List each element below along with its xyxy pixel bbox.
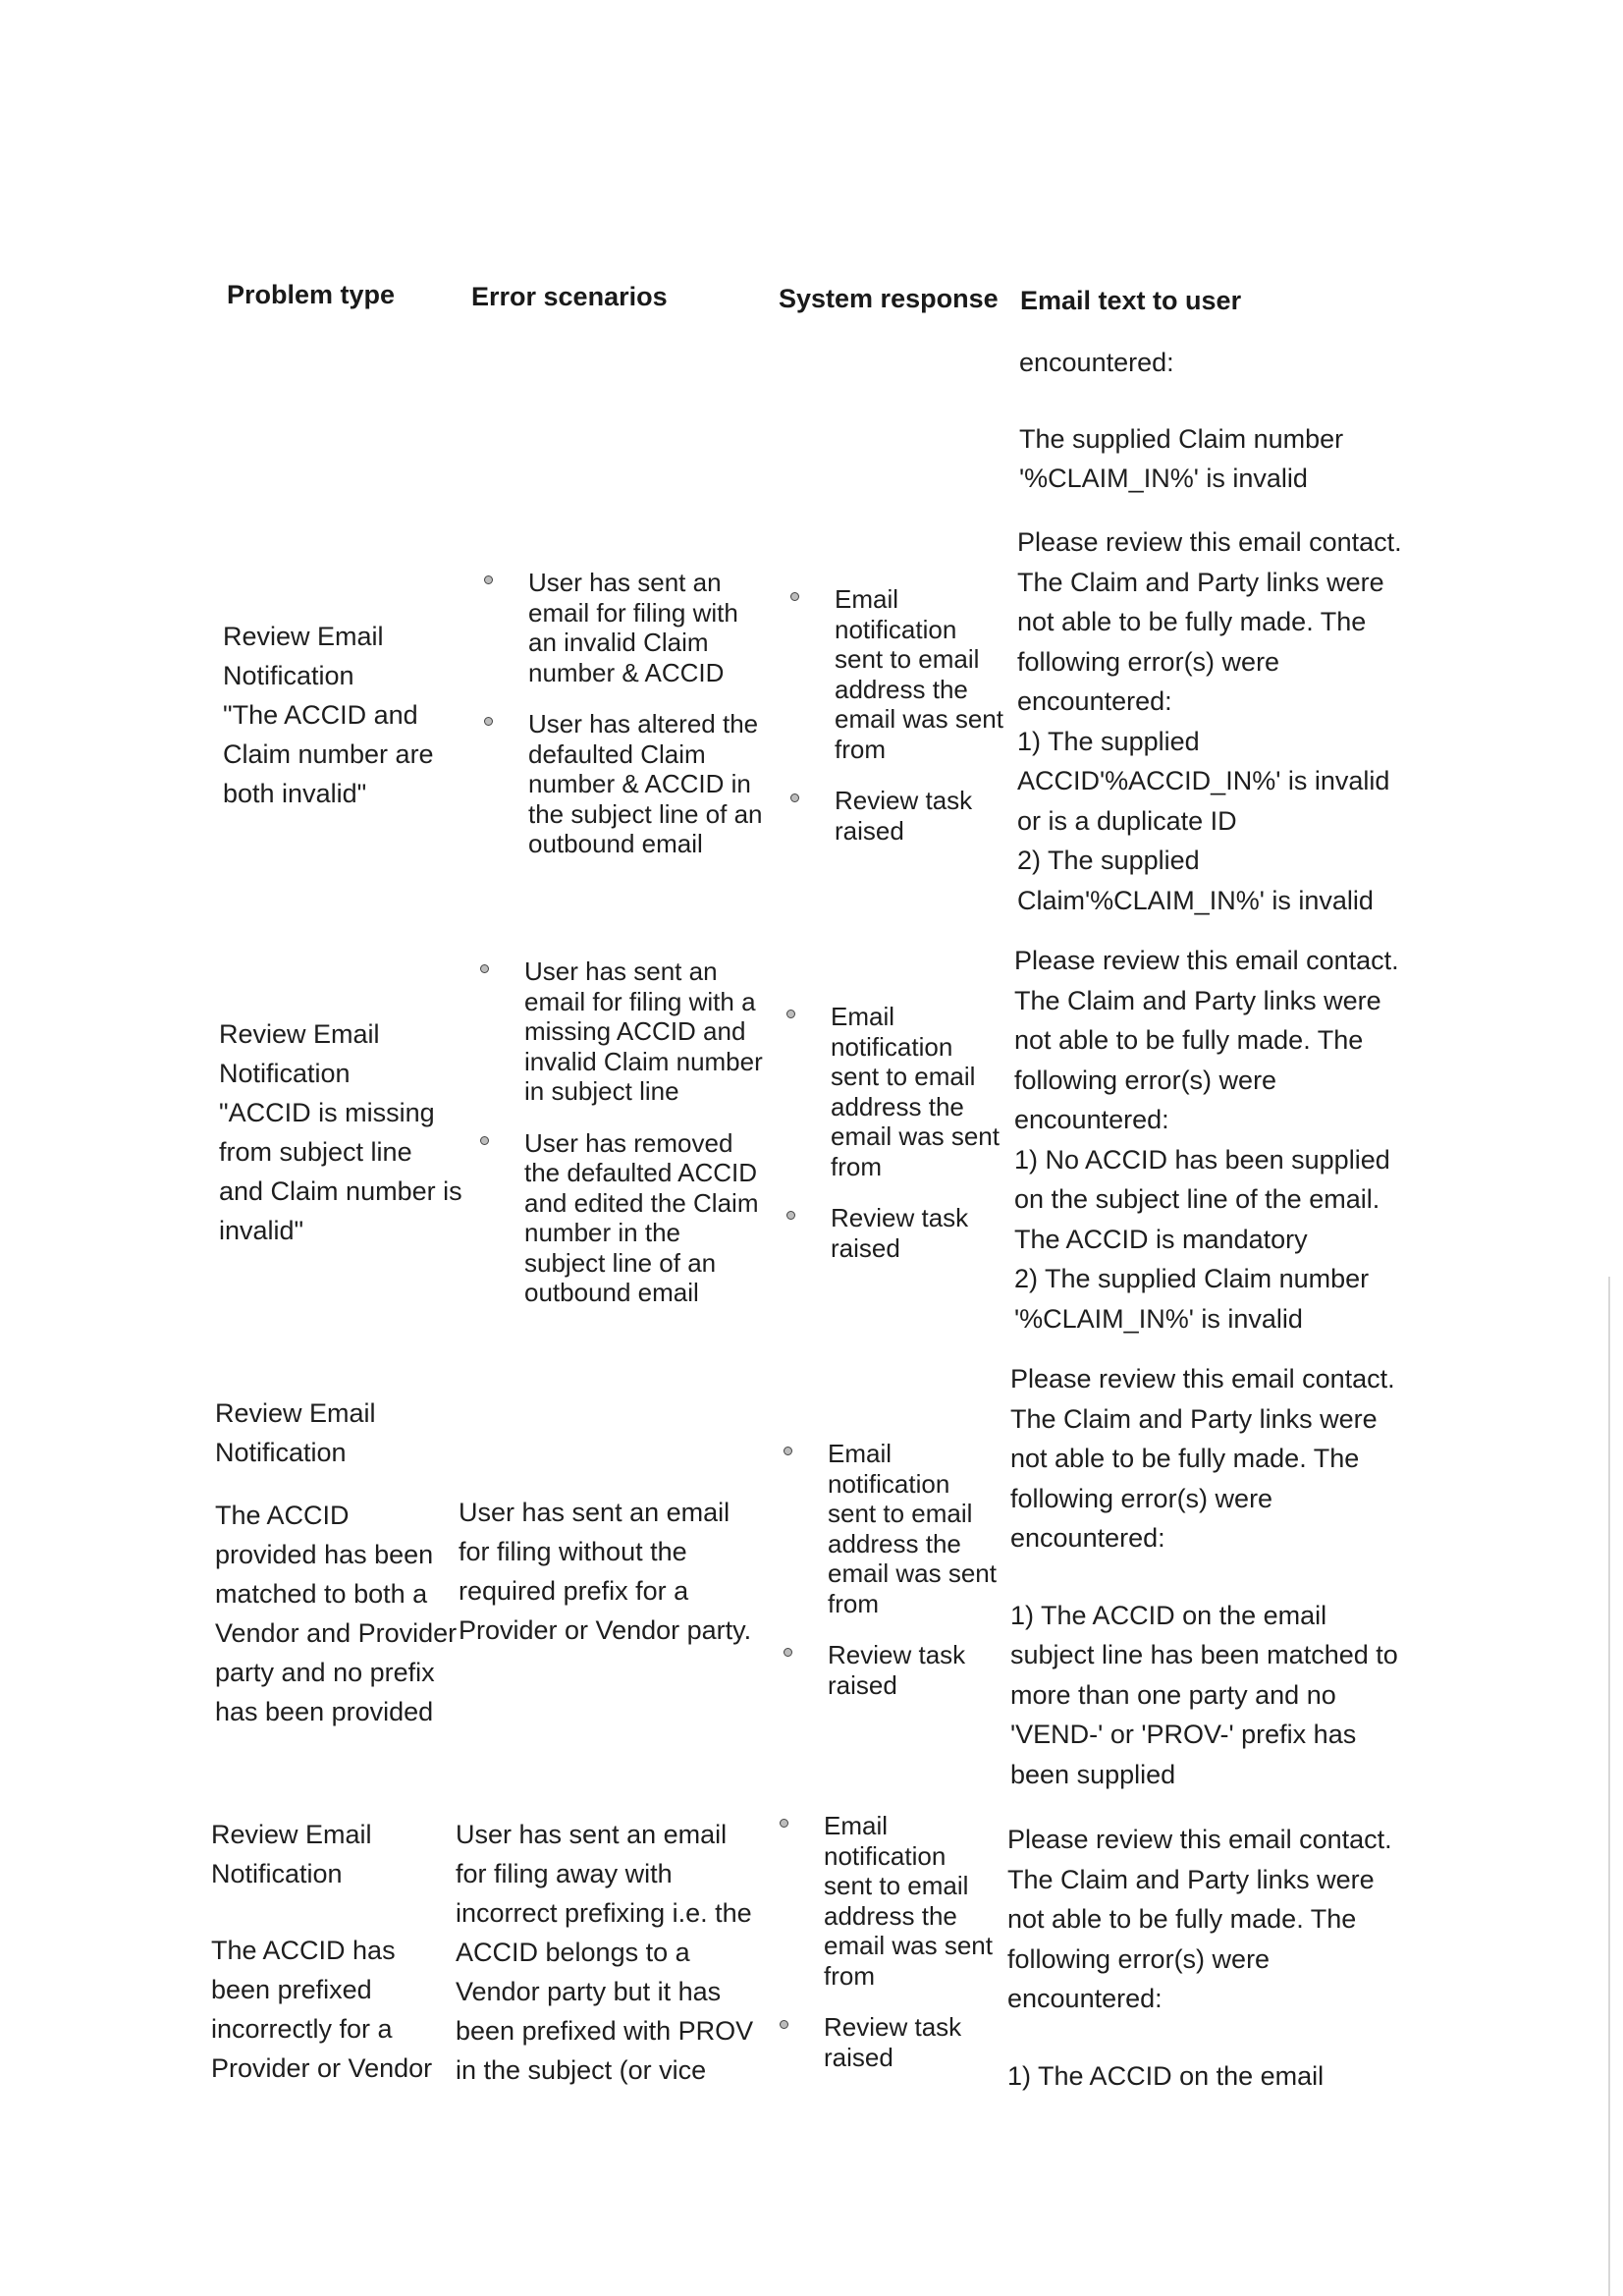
text-line: not able to be fully made. The xyxy=(1010,1444,1360,1473)
bullet-icon xyxy=(484,717,493,726)
text-line: incorrect prefixing i.e. the xyxy=(456,1898,752,1928)
text-line: defaulted Claim xyxy=(528,738,706,769)
text-line: Please review this email contact. xyxy=(1010,1364,1395,1394)
text-line: encountered: xyxy=(1007,1984,1163,2013)
row0-email-text xyxy=(1019,343,1343,498)
text-line: raised xyxy=(824,2042,893,2072)
text-line: Email xyxy=(824,1811,889,1840)
text-line: party and no prefix xyxy=(215,1658,435,1687)
text-line: not able to be fully made. The xyxy=(1017,607,1367,636)
list-item xyxy=(824,2012,993,2072)
header-error-scenarios: Error scenarios xyxy=(471,282,668,311)
text-line: User has sent an email xyxy=(459,1498,730,1527)
text-line: '%CLAIM_IN%' is invalid xyxy=(1019,464,1308,493)
text-line: Review task xyxy=(835,786,973,815)
text-line: Please review this email contact. xyxy=(1017,527,1402,557)
row3-error-scenarios xyxy=(459,1493,751,1650)
page-edge xyxy=(1608,1277,1610,2296)
text-line: Notification xyxy=(219,1059,351,1088)
list-item xyxy=(528,709,763,859)
header-email-text: Email text to user xyxy=(1020,286,1242,315)
bullet-icon xyxy=(480,964,489,973)
text-line: email was sent xyxy=(828,1558,997,1588)
row4-system-response xyxy=(824,1811,993,2072)
text-line: Review task xyxy=(831,1203,969,1232)
text-line: Review Email xyxy=(219,1019,380,1049)
text-line: notification xyxy=(835,614,957,644)
text-line: User has sent an xyxy=(524,957,718,986)
text-line: and Claim number is xyxy=(219,1176,462,1206)
text-line: The Claim and Party links were xyxy=(1010,1403,1378,1434)
text-line: incorrectly for a xyxy=(211,2014,393,2044)
text-line: User has removed xyxy=(524,1127,733,1158)
text-line: Review task xyxy=(824,2012,962,2042)
list-item xyxy=(835,584,1003,764)
text-line: outbound email xyxy=(524,1278,699,1307)
text-line: ACCID'%ACCID_IN%' is invalid xyxy=(1017,766,1390,795)
text-line: 2) The supplied xyxy=(1017,846,1200,875)
text-line: Claim number are xyxy=(223,739,434,769)
list-item xyxy=(528,568,763,687)
text-line: 1) No ACCID has been supplied xyxy=(1014,1144,1390,1175)
text-line: email for filing with a xyxy=(524,986,756,1016)
text-line: Email xyxy=(831,1002,895,1031)
bullet-icon xyxy=(784,1648,792,1657)
text-line: Claim'%CLAIM_IN%' is invalid xyxy=(1017,885,1374,915)
text-line: Email xyxy=(835,584,899,614)
text-line: in the subject (or vice xyxy=(456,2055,707,2085)
text-line: for filing away with xyxy=(456,1859,673,1888)
header-problem-type: Problem type xyxy=(227,280,396,309)
text-line: invalid Claim number xyxy=(524,1046,763,1076)
text-line: Vendor and Provider xyxy=(215,1618,458,1648)
text-line: 1) The ACCID on the email xyxy=(1010,1600,1327,1630)
text-line: The Claim and Party links were xyxy=(1017,567,1384,597)
row4-email-text xyxy=(1007,1820,1392,2096)
text-line: number in the xyxy=(524,1218,680,1247)
text-line: ACCID belongs to a xyxy=(456,1938,690,1967)
text-line: 2) The supplied Claim number xyxy=(1014,1264,1370,1293)
row1-error-scenarios xyxy=(528,568,763,859)
text-line: notification xyxy=(828,1468,950,1499)
text-line: User has sent an xyxy=(528,568,722,597)
text-line: has been provided xyxy=(215,1697,434,1726)
text-line: The Claim and Party links were xyxy=(1007,1864,1375,1894)
text-line: sent to email xyxy=(831,1062,976,1091)
text-line: from xyxy=(835,734,886,764)
list-item xyxy=(828,1640,997,1700)
text-line: required prefix for a xyxy=(459,1576,689,1606)
text-line: '%CLAIM_IN%' is invalid xyxy=(1014,1303,1303,1334)
text-line: email was sent xyxy=(824,1931,993,1960)
row1-problem-type xyxy=(223,617,434,813)
text-line: notification xyxy=(831,1031,953,1062)
row2-email-text xyxy=(1014,941,1399,1339)
text-line: "ACCID is missing xyxy=(219,1098,435,1127)
row4-problem-type xyxy=(211,1815,432,2088)
text-line: Please review this email contact. xyxy=(1014,946,1399,975)
row2-problem-type xyxy=(219,1014,462,1250)
text-line: Notification xyxy=(211,1859,343,1888)
text-line: the defaulted ACCID xyxy=(524,1158,758,1187)
text-line: raised xyxy=(828,1669,897,1700)
text-line: The Claim and Party links were xyxy=(1014,985,1381,1015)
text-line: subject line of an xyxy=(524,1247,717,1278)
bullet-icon xyxy=(790,592,799,601)
text-line: Please review this email contact. xyxy=(1007,1825,1392,1854)
text-line: address the xyxy=(835,674,968,704)
text-line: "The ACCID and xyxy=(223,700,418,730)
text-line: in subject line xyxy=(524,1076,679,1106)
text-line: been supplied xyxy=(1010,1759,1176,1789)
text-line: 1) The ACCID on the email xyxy=(1007,2060,1325,2091)
text-line: The ACCID has xyxy=(211,1936,396,1965)
text-line: Review task xyxy=(828,1640,966,1669)
list-item xyxy=(831,1203,1000,1263)
text-line: more than one party and no xyxy=(1010,1679,1336,1710)
text-line: Notification xyxy=(215,1438,347,1467)
text-line: both invalid" xyxy=(223,779,367,808)
text-line: address the xyxy=(828,1528,961,1558)
text-line: Notification xyxy=(223,661,354,690)
text-line: outbound email xyxy=(528,829,703,858)
text-line: following error(s) were xyxy=(1010,1483,1273,1513)
text-line: and edited the Claim xyxy=(524,1187,759,1218)
text-line: raised xyxy=(831,1232,900,1263)
list-item xyxy=(831,1002,1000,1181)
text-line: User has altered the xyxy=(528,709,759,738)
bullet-icon xyxy=(780,1819,788,1828)
text-line: 1) The supplied xyxy=(1017,726,1200,756)
list-item xyxy=(824,1811,993,1991)
text-line: sent to email xyxy=(835,644,980,674)
text-line: invalid" xyxy=(219,1216,304,1245)
text-line: encountered: xyxy=(1019,348,1174,377)
text-line: or is a duplicate ID xyxy=(1017,805,1237,836)
text-line: from subject line xyxy=(219,1137,412,1167)
text-line: The ACCID xyxy=(215,1501,350,1530)
text-line: following error(s) were xyxy=(1014,1065,1277,1095)
text-line: Email xyxy=(828,1439,893,1468)
text-line: encountered: xyxy=(1014,1105,1169,1134)
text-line: sent to email xyxy=(824,1871,969,1900)
text-line: for filing without the xyxy=(459,1537,687,1566)
header-system-response: System response xyxy=(779,284,999,313)
text-line: not able to be fully made. The xyxy=(1007,1904,1357,1934)
text-line: email was sent xyxy=(835,704,1003,734)
text-line: the subject line of an xyxy=(528,798,763,829)
bullet-icon xyxy=(786,1010,795,1018)
row2-error-scenarios xyxy=(524,957,763,1308)
text-line: Review Email xyxy=(215,1398,376,1428)
bullet-icon xyxy=(780,2020,788,2029)
row1-system-response xyxy=(835,584,1003,846)
text-line: on the subject line of the email. xyxy=(1014,1184,1380,1214)
bullet-icon xyxy=(484,575,493,584)
text-line: Review Email xyxy=(223,622,384,651)
text-line: from xyxy=(828,1588,879,1618)
row4-error-scenarios xyxy=(456,1815,753,2090)
bullet-icon xyxy=(480,1136,489,1145)
list-item xyxy=(524,957,763,1107)
text-line: sent to email xyxy=(828,1499,973,1528)
list-item xyxy=(828,1439,997,1618)
row3-email-text xyxy=(1010,1359,1398,1794)
text-line: provided has been xyxy=(215,1540,434,1569)
text-line: subject line has been matched to xyxy=(1010,1640,1398,1669)
text-line: encountered: xyxy=(1010,1523,1165,1553)
text-line: The ACCID is mandatory xyxy=(1014,1224,1308,1254)
text-line: been prefixed with PROV xyxy=(456,2016,754,2046)
text-line: raised xyxy=(835,815,904,846)
text-line: from xyxy=(831,1151,882,1181)
text-line: email for filing with xyxy=(528,597,738,628)
text-line: been prefixed xyxy=(211,1975,372,2004)
bullet-icon xyxy=(786,1211,795,1220)
text-line: number & ACCID in xyxy=(528,769,751,798)
text-line: Vendor party but it has xyxy=(456,1977,722,2006)
text-line: from xyxy=(824,1960,875,1991)
text-line: email was sent xyxy=(831,1121,1000,1151)
text-line: not able to be fully made. The xyxy=(1014,1025,1364,1055)
text-line: address the xyxy=(831,1091,964,1121)
text-line: missing ACCID and xyxy=(524,1016,746,1046)
row2-system-response xyxy=(831,1002,1000,1263)
text-line: an invalid Claim xyxy=(528,628,709,657)
bullet-icon xyxy=(784,1447,792,1455)
row3-system-response xyxy=(828,1439,997,1700)
text-line: The supplied Claim number xyxy=(1019,424,1344,454)
row3-problem-type xyxy=(215,1394,457,1731)
text-line: address the xyxy=(824,1900,957,1931)
text-line: User has sent an email xyxy=(456,1820,728,1849)
text-line: 'VEND-' or 'PROV-' prefix has xyxy=(1010,1720,1357,1749)
text-line: matched to both a xyxy=(215,1579,428,1609)
text-line: following error(s) were xyxy=(1017,646,1280,677)
list-item xyxy=(524,1128,763,1308)
list-item xyxy=(835,786,1003,846)
text-line: Provider or Vendor xyxy=(211,2053,433,2083)
text-line: notification xyxy=(824,1840,947,1871)
text-line: number & ACCID xyxy=(528,657,725,687)
text-line: Provider or Vendor party. xyxy=(459,1615,752,1645)
text-line: Review Email xyxy=(211,1820,372,1849)
bullet-icon xyxy=(790,793,799,802)
row1-email-text xyxy=(1017,522,1402,920)
text-line: encountered: xyxy=(1017,686,1172,716)
text-line: following error(s) were xyxy=(1007,1943,1271,1974)
